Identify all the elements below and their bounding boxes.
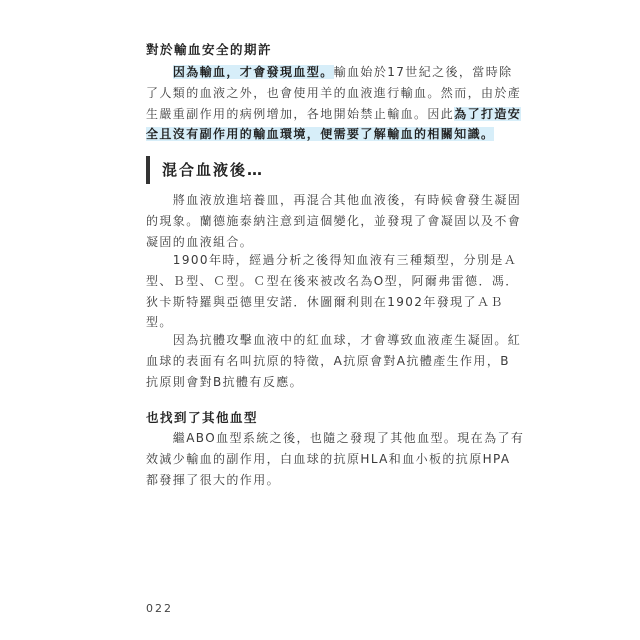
text-line: 都發揮了很大的作用。 — [146, 472, 281, 487]
section-title-transfusion-safety: 對於輸血安全的期許 — [146, 42, 273, 57]
text-line: 因為抗體攻擊血液中的紅血球，才會導致血液產生凝固。紅 — [146, 333, 522, 347]
paragraph-culture-dish — [146, 190, 522, 252]
text-line: 抗原則會對B抗體有反應。 — [146, 374, 304, 389]
text-line: 因為輸血，才會發現血型。輸血始於17世紀之後，當時除 — [172, 65, 513, 79]
text-line: 凝固的血液組合。 — [146, 234, 254, 249]
heading-after-mixing-blood: 混合血液後… — [146, 156, 264, 184]
intro-paragraph — [146, 62, 522, 145]
text-line: 生嚴重副作用的病例增加，各地開始禁止輸血。因此為了打造安 — [146, 106, 522, 121]
paragraph-other-blood-types — [146, 428, 525, 490]
text-line: 狄卡斯特羅與亞德里安諾．休圖爾利則在1902年發現了ＡＢ — [146, 294, 504, 309]
highlight-text: 因為輸血，才會發現血型。 — [172, 65, 334, 79]
text-line: 1900年時，經過分析之後得知血液有三種類型，分別是Ａ — [146, 253, 518, 267]
section-title-other-blood-types: 也找到了其他血型 — [146, 410, 259, 425]
text-line: 型。 — [146, 315, 173, 330]
highlight-text: 全且沒有副作用的輸血環境，便需要了解輸血的相關知識。 — [146, 127, 495, 142]
text-line — [146, 124, 494, 145]
paragraph-blood-types-1900 — [146, 250, 519, 333]
text-line: 繼ABO血型系統之後，也隨之發現了其他血型。現在為了有 — [146, 431, 525, 445]
highlight-text: 為了打造安 — [454, 106, 522, 121]
text-line: 的現象。蘭德施泰納注意到這個變化，並發現了會凝固以及不會 — [146, 213, 522, 228]
page-number: 022 — [146, 602, 173, 615]
paragraph-antibodies — [146, 330, 522, 392]
text-line: 效減少輸血的副作用，白血球的抗原HLA和血小板的抗原HPA — [146, 451, 511, 466]
text-line: 了人類的血液之外，也會使用羊的血液進行輸血。然而，由於產 — [146, 85, 522, 100]
text-line: 將血液放進培養皿，再混合其他血液後，有時候會發生凝固 — [146, 193, 522, 207]
text-line: 型、Ｂ型、Ｃ型。Ｃ型在後來被改名為O型，阿爾弗雷德．馮． — [146, 273, 519, 288]
text-line: 血球的表面有名叫抗原的特徵，A抗原會對A抗體產生作用，B — [146, 353, 510, 368]
